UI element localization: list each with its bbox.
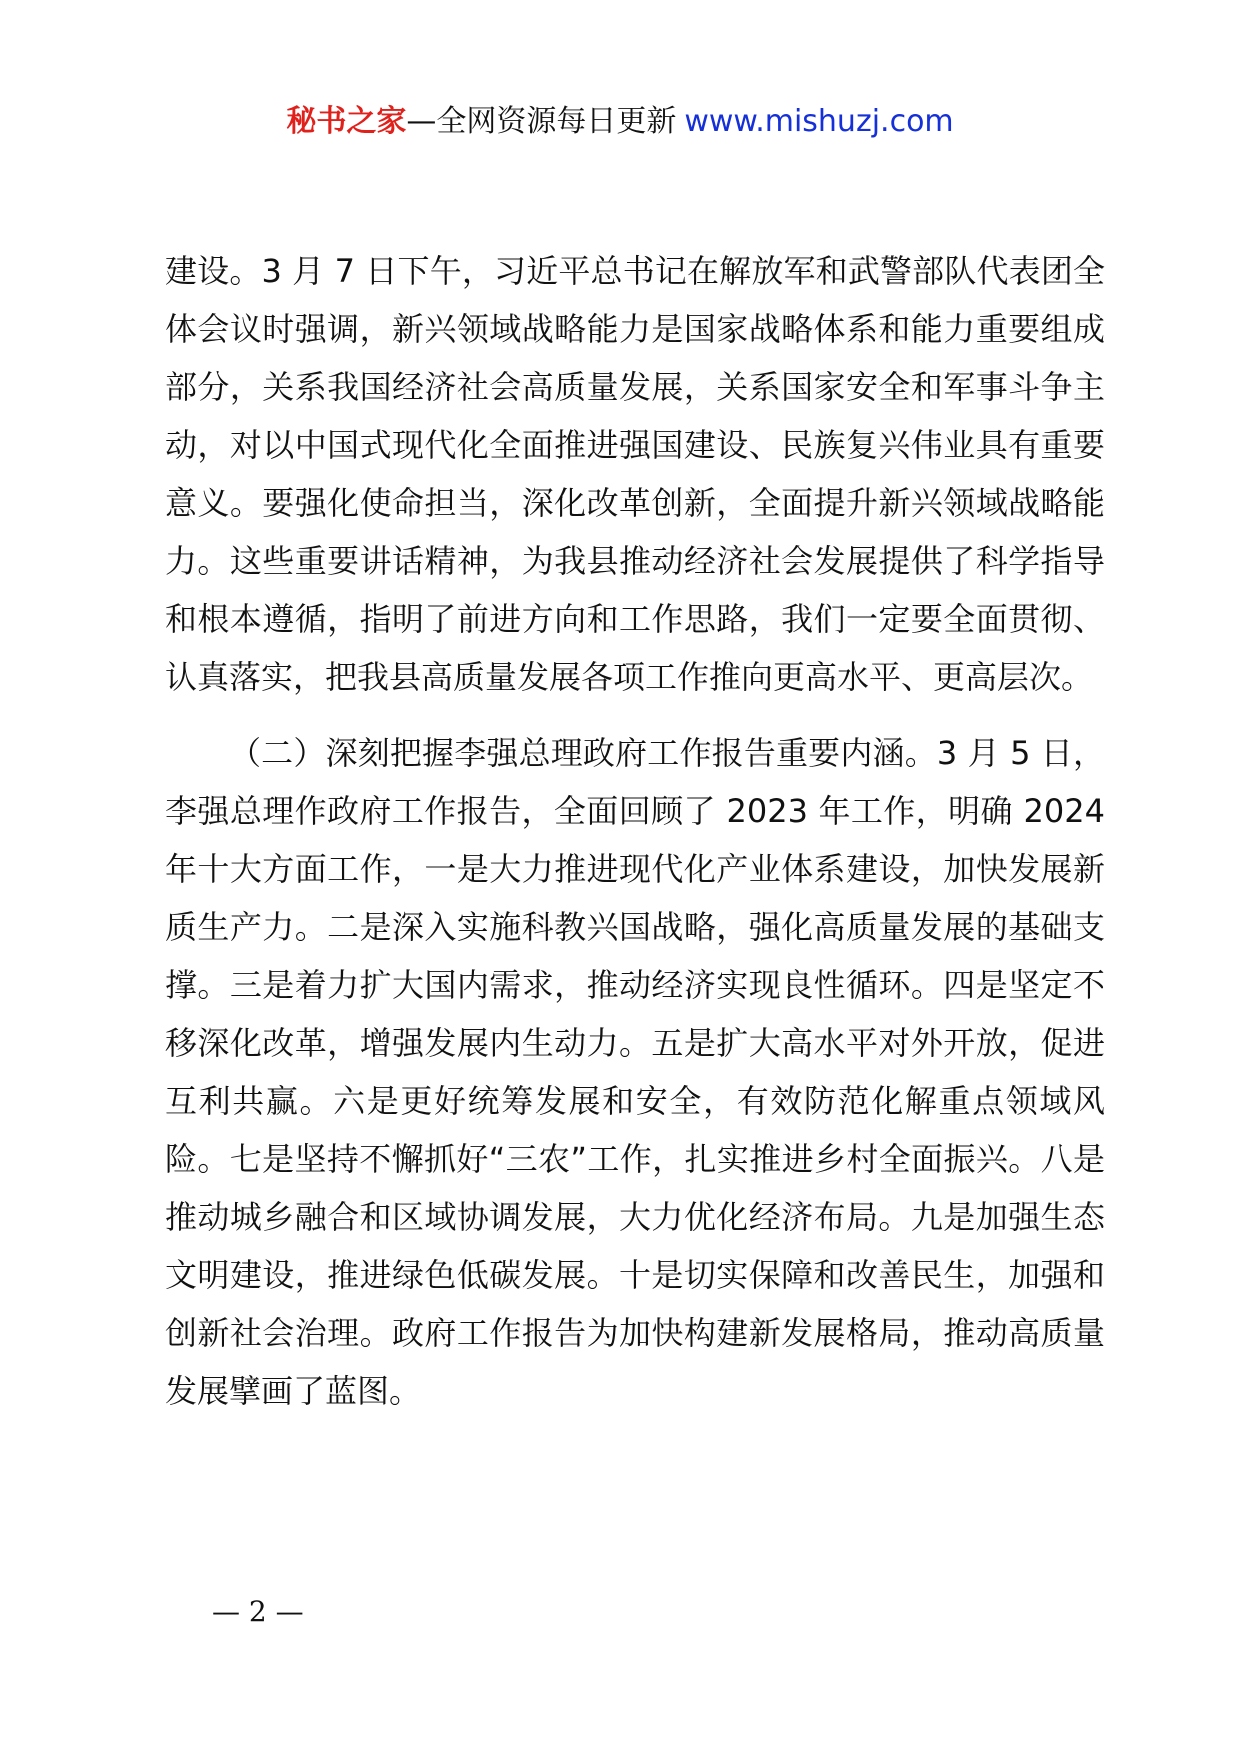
site-header: [0, 100, 1240, 144]
paragraph-1: 建设。3 月 7 日下午，习近平总书记在解放军和武警部队代表团全体会议时强调，新兴领域战略能力是国家战略体系和能力重要组成部分，关系我国经济社会高质量发展，关系国家安全和军事斗争主动，对以中国式现代化全面推进强国建设、民族复兴伟业具有重要意义。要强化使命担当，深化改革创新，全面提升新兴领域战略能力。这些重要讲话精神，为我县推动经济社会发展提供了科学指导和根本遵循，指明了前进方向和工作思路，我们一定要全面贯彻、认真落实，把我县高质量发展各项工作推向更高水平、更高层次。: [165, 252, 1105, 696]
site-url-link[interactable]: www.mishuzj.com: [684, 104, 954, 139]
page-number: — 2 —: [212, 1595, 304, 1628]
document-body: [165, 242, 1105, 1420]
site-tagline: —全网资源每日更新: [406, 104, 677, 139]
paragraph-2: （二）深刻把握李强总理政府工作报告重要内涵。3 月 5 日，李强总理作政府工作报告，全面回顾了 2023 年工作，明确 2024 年十大方面工作，一是大力推进现代化产业体系建设，加快发展新质生产力。二是深入实施科教兴国战略，强化高质量发展的基础支撑。三是着力扩大国内需求，推动经济实现良性循环。四是坚定不移深化改革，增强发展内生动力。五是扩大高水平对外开放，促进互利共赢。六是更好统筹发展和安全，有效防范化解重点领域风险。七是坚持不懈抓好“三农”工作，扎实推进乡村全面振兴。八是推动城乡融合和区域协调发展，大力优化经济布局。九是加强生态文明建设，推进绿色低碳发展。十是切实保障和改善民生，加强和创新社会治理。政府工作报告为加快构建新发展格局，推动高质量发展擘画了蓝图。: [165, 734, 1105, 1410]
site-brand: 秘书之家: [286, 104, 407, 139]
